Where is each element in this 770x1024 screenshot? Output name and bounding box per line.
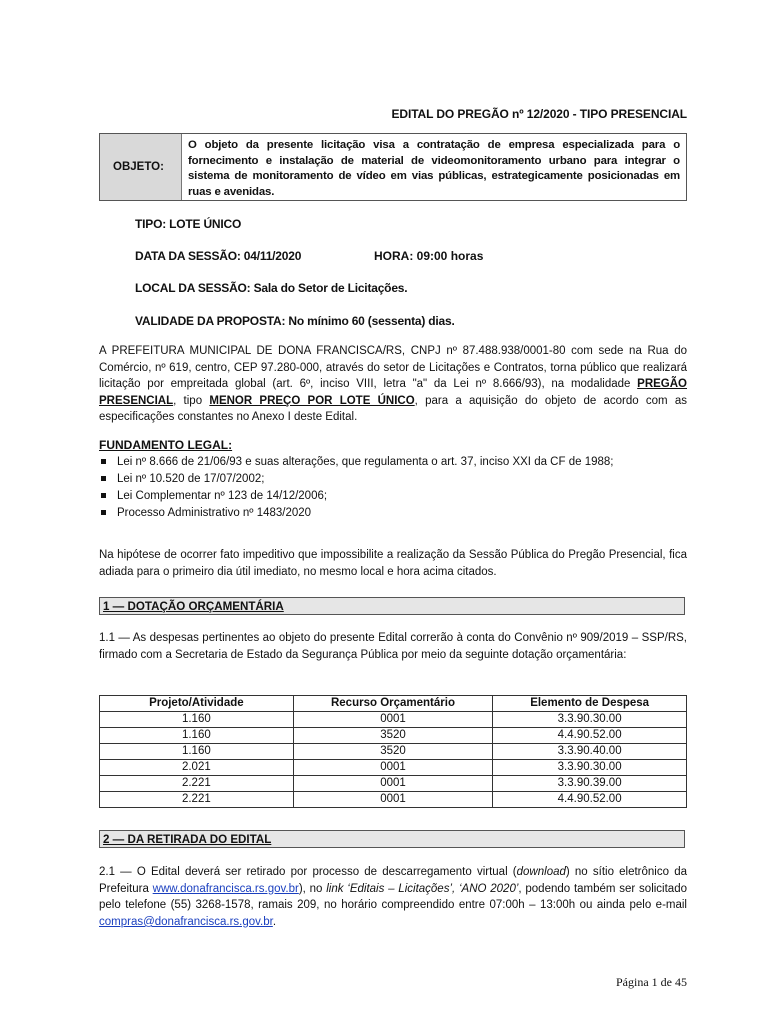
table-row (100, 728, 687, 744)
intro-text-3: , para a aquisição do objeto de acordo com as especificações constantes no Anexo I deste Edital. (99, 394, 687, 424)
website-link[interactable]: www.donafrancisca.rs.gov.br (152, 882, 299, 895)
modalidade-text: PREGÃO PRESENCIAL (99, 378, 687, 407)
intro-text-1: A PREFEITURA MUNICIPAL DE DONA FRANCISCA/RS, CNPJ nº 87.488.938/0001-80 com sede na Rua do Comércio, nº 619, centro, CEP 97.280-000, através do setor de Licitações e Contratos, torna público que realizará licitação por empreitada global (art. 6º, inciso VIII, letra "a" da Lei nº 8.666/93), na modalidade (99, 345, 687, 391)
fundamento-legal-list (99, 454, 613, 522)
table-cell: 4.4.90.52.00 (493, 792, 687, 808)
table-cell: 3.3.90.30.00 (493, 712, 687, 728)
email-link[interactable]: compras@donafrancisca.rs.gov.br (99, 915, 273, 928)
list-item-text: Lei Complementar nº 123 de 14/12/2006; (117, 490, 328, 502)
table-row (100, 760, 687, 776)
intro-text-2: , tipo (173, 394, 210, 407)
table-cell: 0001 (293, 712, 493, 728)
section-2-text-5: . (272, 915, 277, 928)
page-title: EDITAL DO PREGÃO nº 12/2020 - TIPO PRESENCIAL (391, 107, 687, 121)
download-term: download (516, 866, 566, 878)
bullet-icon (101, 459, 106, 464)
tipo-field: TIPO: LOTE ÚNICO (135, 217, 242, 231)
hipotese-paragraph: Na hipótese de ocorrer fato impeditivo que impossibilite a realização da Sessão Pública do Pregão Presencial, fica adiada para o primeiro dia útil imediato, no mesmo local e hora acima citados. (99, 549, 687, 578)
list-item (99, 505, 613, 522)
objeto-box (99, 133, 687, 201)
table-cell: 1.160 (100, 728, 294, 744)
tipo-licitacao-text: MENOR PREÇO POR LOTE ÚNICO (209, 394, 415, 407)
table-cell: 3.3.90.39.00 (493, 776, 687, 792)
table-cell: 1.160 (100, 744, 294, 760)
section-1-header: 1 — DOTAÇÃO ORÇAMENTÁRIA (99, 597, 685, 615)
table-cell: 3.3.90.30.00 (493, 760, 687, 776)
table-cell: 1.160 (100, 712, 294, 728)
bullet-icon (101, 476, 106, 481)
intro-paragraph (99, 343, 687, 426)
list-item-text: Lei nº 8.666 de 21/06/93 e suas alterações, que regulamenta o art. 37, inciso XXI da CF de 1988; (117, 456, 614, 468)
hora-field: HORA: 09:00 horas (374, 249, 484, 263)
section-2-header: 2 ― DA RETIRADA DO EDITAL (99, 830, 685, 848)
table-row (100, 776, 687, 792)
table-cell: 0001 (293, 760, 493, 776)
table-cell: 3520 (293, 728, 493, 744)
table-cell: 2.221 (100, 792, 294, 808)
link-path-text: link ‘Editais – Licitações’, ‘ANO 2020’ (326, 882, 519, 895)
table-cell: 0001 (293, 776, 493, 792)
table-cell: 4.4.90.52.00 (493, 728, 687, 744)
objeto-label: OBJETO: (100, 134, 182, 200)
validade-proposta-field: VALIDADE DA PROPOSTA: No mínimo 60 (sessenta) dias. (135, 314, 455, 328)
section-2-paragraph (99, 864, 687, 930)
page-number: Página 1 de 45 (616, 975, 687, 989)
table-cell: 3.3.90.40.00 (493, 744, 687, 760)
table-row (100, 744, 687, 760)
section-2-text-4: , podendo também ser solicitado pelo telefone (55) 3268-1578, ramais 209, no horário compreendido entre 07:00h – 13:00h ou ainda pelo e-mail (99, 882, 687, 912)
list-item-text: Lei nº 10.520 de 17/07/2002; (117, 473, 265, 485)
table-row (100, 792, 687, 808)
table-row (100, 712, 687, 728)
bullet-icon (101, 510, 106, 515)
table-cell: 3520 (293, 744, 493, 760)
list-item (99, 454, 613, 471)
objeto-text: O objeto da presente licitação visa a contratação de empresa especializada para o fornecimento e instalação de material de videomonitoramento urbano para integrar o sistema de monitoramento de vídeo em vias públicas, estrategicamente posicionadas em ruas e avenidas. (188, 139, 680, 198)
section-1-paragraph: 1.1 — As despesas pertinentes ao objeto do presente Edital correrão à conta do Convênio nº 909/2019 – SSP/RS, firmado com a Secretaria de Estado da Segurança Pública por meio da seguinte dotação orçamentária: (99, 632, 687, 661)
list-item (99, 488, 613, 505)
section-2-text-1: 2.1 — O Edital deverá ser retirado por processo de descarregamento virtual ( (99, 866, 517, 878)
local-sessao-field: LOCAL DA SESSÃO: Sala do Setor de Licitações. (135, 281, 408, 295)
bullet-icon (101, 493, 106, 498)
section-2-text-2: ) no sítio eletrônico da Prefeitura (99, 866, 687, 895)
table-cell: 2.021 (100, 760, 294, 776)
fundamento-legal-title: FUNDAMENTO LEGAL: (99, 438, 233, 452)
data-sessao-field: DATA DA SESSÃO: 04/11/2020 (135, 249, 302, 263)
column-header: Recurso Orçamentário (293, 696, 493, 712)
column-header: Elemento de Despesa (493, 696, 687, 712)
section-2-text-3: ), no (298, 882, 327, 895)
table-cell: 2.221 (100, 776, 294, 792)
budget-table (99, 695, 687, 808)
column-header: Projeto/Atividade (100, 696, 294, 712)
list-item-text: Processo Administrativo nº 1483/2020 (117, 507, 312, 519)
list-item (99, 471, 613, 488)
table-header-row (100, 696, 687, 712)
table-cell: 0001 (293, 792, 493, 808)
